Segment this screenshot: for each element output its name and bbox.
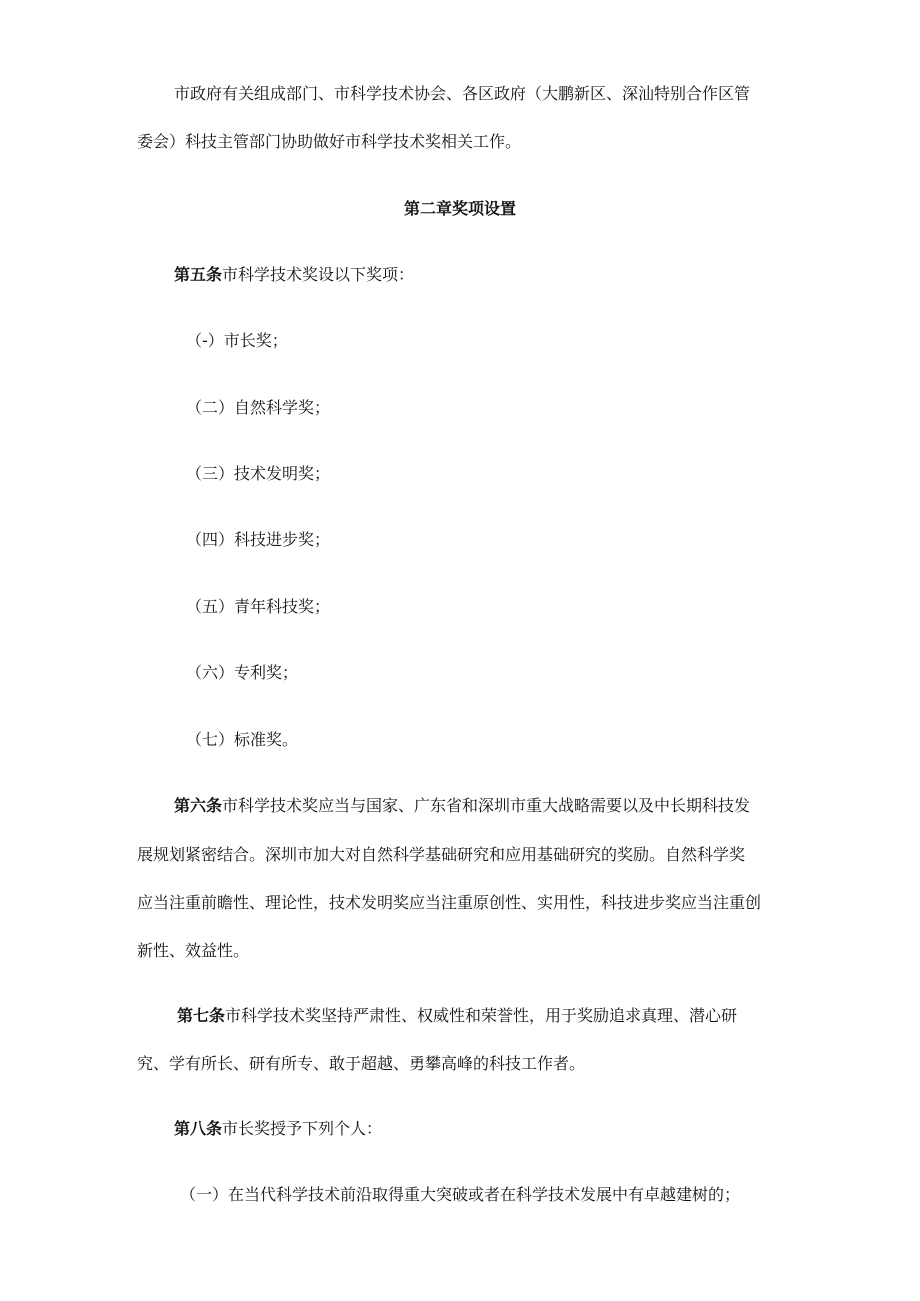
article-text: 市科学技术奖应当与国家、广东省和深圳市重大战略需要以及中长期科技发 — [222, 796, 751, 815]
article-text: 市科学技术奖设以下奖项： — [222, 265, 415, 284]
paragraph-line: 市政府有关组成部门、市科学技术协会、各区政府（大鹏新区、深汕特别合作区管 — [174, 84, 751, 103]
chapter-title: 第二章奖项设置 — [403, 199, 516, 218]
article-label: 第五条 — [174, 265, 223, 284]
article-5 — [174, 265, 414, 285]
paragraph-line: 究、学有所长、研有所专、敢于超越、勇攀高峰的科技工作者。 — [137, 1054, 586, 1073]
article-label: 第六条 — [174, 796, 223, 815]
paragraph-line: 应当注重前瞻性、理论性，技术发明奖应当注重原创性、实用性，科技进步奖应当注重创 — [137, 893, 762, 912]
list-item: （一）在当代科学技术前沿取得重大突破或者在科学技术发展中有卓越建树的； — [180, 1185, 741, 1204]
list-item: （七）标准奖。 — [186, 730, 299, 749]
article-label: 第七条 — [177, 1006, 226, 1025]
article-text: 市科学技术奖坚持严肃性、权威性和荣誉性，用于奖励追求真理、潜心研 — [225, 1006, 738, 1025]
list-item: （五）青年科技奖； — [186, 597, 331, 616]
article-8 — [174, 1119, 382, 1139]
list-item: （六）专利奖； — [186, 663, 299, 682]
list-item: （四）科技进步奖； — [186, 530, 331, 549]
article-6 — [174, 796, 750, 816]
list-item: （-）市长奖； — [186, 331, 288, 350]
paragraph-line: 展规划紧密结合。深圳市加大对自然科学基础研究和应用基础研究的奖励。自然科学奖 — [137, 845, 746, 864]
list-item: （三）技术发明奖； — [186, 464, 331, 483]
article-text: 市长奖授予下列个人： — [222, 1119, 383, 1138]
list-item: （二）自然科学奖； — [186, 398, 331, 417]
paragraph-line: 新性、效益性。 — [137, 941, 250, 960]
article-7 — [177, 1006, 737, 1026]
article-label: 第八条 — [174, 1119, 223, 1138]
paragraph-line: 委会）科技主管部门协助做好市科学技术奖相关工作。 — [137, 132, 522, 151]
